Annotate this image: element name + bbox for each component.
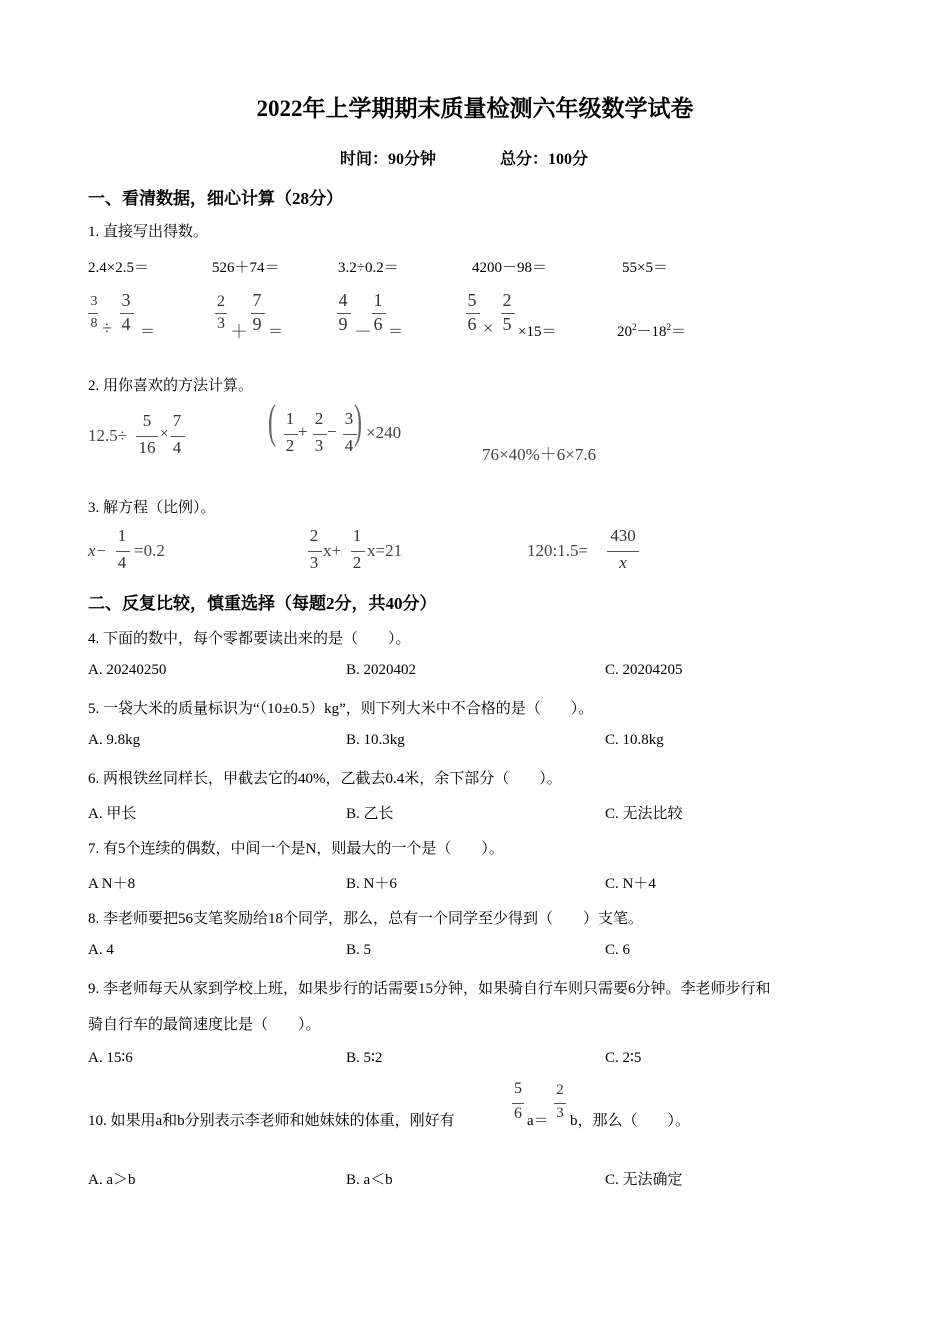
- question-stem: 9. 李老师每天从家到学校上班，如果步行的话需要15分钟，如果骑自行车则只需要6分钟。李老师步行和: [88, 981, 771, 997]
- option-b[interactable]: B. a＜b: [346, 1172, 393, 1188]
- equals: ＝: [140, 324, 156, 340]
- expr-tail: ×15＝: [518, 324, 557, 340]
- option-a[interactable]: A. 甲长: [88, 806, 137, 822]
- q2-stem: 2. 用你喜欢的方法计算。: [88, 378, 254, 394]
- fraction-numerator: 2: [556, 1082, 564, 1098]
- expr-tail: x=21: [367, 541, 403, 560]
- left-paren: (: [267, 395, 276, 448]
- page-title: 2022年上学期期末质量检测六年级数学试卷: [256, 96, 694, 121]
- fraction-bar: [88, 313, 98, 314]
- minus-term: －18: [636, 324, 667, 340]
- fraction-bar: [308, 551, 322, 552]
- fraction-denominator: 8: [90, 316, 98, 331]
- fraction-numerator: 1: [285, 409, 295, 428]
- q1-row2-expr5: [617, 320, 686, 341]
- expr-lead: 120:1.5=: [527, 541, 589, 560]
- power: 2: [632, 322, 637, 332]
- equals: ＝: [268, 324, 284, 340]
- section1-heading: 一、看清数据，细心计算（28分）: [88, 189, 343, 208]
- option-b[interactable]: B. N＋6: [346, 876, 397, 892]
- equals: ＝: [388, 324, 404, 340]
- question-stem: 8. 李老师要把56支笔奖励给18个同学，那么，总有一个同学至少得到（ ）支笔。: [88, 911, 644, 927]
- operator: －: [354, 322, 372, 342]
- option-c[interactable]: C. 无法确定: [605, 1172, 683, 1188]
- fraction-numerator: 2: [309, 526, 319, 545]
- fraction-denominator: 2: [285, 436, 295, 455]
- fraction-denominator: 4: [172, 438, 182, 457]
- option-b[interactable]: B. 5: [346, 942, 372, 958]
- q1-row1-expr2: 526＋74＝: [212, 260, 280, 276]
- fraction-denominator: 9: [338, 314, 348, 334]
- fraction-bar: [554, 1103, 566, 1104]
- question-stem-tail: b，那么（ ）。: [570, 1113, 691, 1129]
- power: 2: [666, 322, 672, 332]
- fraction-numerator: 3: [344, 409, 354, 428]
- fraction-numerator: 2: [217, 293, 225, 310]
- fraction-denominator: 3: [314, 436, 324, 455]
- fraction-bar: [351, 551, 365, 552]
- option-a[interactable]: A. 20240250: [88, 662, 167, 678]
- fraction-numerator: 5: [142, 411, 152, 430]
- fraction-bar: [136, 436, 158, 437]
- fraction-denominator: 4: [117, 553, 127, 572]
- operator: +: [298, 422, 308, 441]
- operator: ×: [160, 426, 169, 442]
- fraction-bar: [313, 434, 327, 435]
- expr-tail: ×240: [366, 423, 402, 442]
- option-c[interactable]: C. 20204205: [605, 662, 683, 678]
- fraction-numerator: 2: [314, 409, 324, 428]
- q1-row1-expr4: 4200－98＝: [472, 260, 548, 276]
- question-stem: 7. 有5个连续的偶数，中间一个是N，则最大的一个是（ ）。: [88, 841, 504, 857]
- question-stem: 10. 如果用a和b分别表示李老师和她妹妹的体重，刚好有: [88, 1113, 455, 1129]
- option-c[interactable]: C. N＋4: [605, 876, 656, 892]
- option-a[interactable]: A. 9.8kg: [88, 732, 141, 748]
- fraction-denominator: x: [619, 553, 627, 572]
- fraction-bar: [284, 434, 298, 435]
- operator: ×: [483, 318, 494, 338]
- option-b[interactable]: B. 5∶2: [346, 1050, 383, 1066]
- option-b[interactable]: B. 乙长: [346, 806, 394, 822]
- option-b[interactable]: B. 2020402: [346, 662, 417, 678]
- question-stem: 6. 两根铁丝同样长，甲截去它的40%，乙截去0.4米，余下部分（ ）。: [88, 771, 562, 787]
- fraction-denominator: 4: [344, 436, 354, 455]
- option-c[interactable]: C. 2∶5: [605, 1050, 642, 1066]
- fraction-numerator: 430: [610, 526, 636, 545]
- fraction-denominator: 9: [252, 314, 262, 334]
- fraction-denominator: 3: [309, 553, 319, 572]
- q3-stem: 3. 解方程（比例）。: [88, 500, 216, 516]
- fraction-denominator: 3: [556, 1105, 564, 1121]
- question-stem: 4. 下面的数中，每个零都要读出来的是（ ）。: [88, 631, 411, 647]
- q2-expr3: 76×40%＋6×7.6: [482, 445, 597, 464]
- fraction-numerator: 2: [502, 290, 512, 310]
- section2-heading: 二、反复比较，慎重选择（每题2分，共40分）: [88, 594, 437, 613]
- right-paren: ): [353, 395, 362, 448]
- fraction-denominator: 16: [138, 438, 156, 457]
- fraction-denominator: 2: [352, 553, 362, 572]
- fraction-bar: [607, 551, 639, 552]
- option-a[interactable]: A. a＞b: [88, 1172, 136, 1188]
- operator: ＋: [230, 322, 248, 342]
- fraction-numerator: 1: [117, 526, 127, 545]
- question-stem: 5. 一袋大米的质量标识为“（10±0.5）kg”，则下列大米中不合格的是（ ）。: [88, 701, 594, 717]
- expr-middle: x+: [323, 541, 342, 560]
- option-c[interactable]: C. 无法比较: [605, 806, 683, 822]
- fraction-denominator: 3: [217, 315, 225, 332]
- fraction-bar: [215, 313, 227, 314]
- expr-lead: 12.5÷: [88, 426, 128, 445]
- fraction-numerator: 7: [172, 411, 182, 430]
- fraction-numerator: 1: [373, 290, 383, 310]
- operator: ÷: [102, 318, 112, 338]
- fraction-numerator: 3: [90, 294, 98, 309]
- fraction-denominator: 6: [467, 314, 477, 334]
- q1-stem: 1. 直接写出得数。: [88, 224, 209, 240]
- q1-row1-expr1: 2.4×2.5＝: [88, 260, 149, 276]
- option-a[interactable]: A. 4: [88, 942, 114, 958]
- fraction-bar: [512, 1103, 524, 1104]
- fraction-numerator: 7: [252, 290, 262, 310]
- option-a[interactable]: A N＋8: [88, 876, 136, 892]
- option-b[interactable]: B. 10.3kg: [346, 732, 405, 748]
- fraction-numerator: 3: [121, 290, 131, 310]
- fraction-numerator: 1: [352, 526, 362, 545]
- exam-total-score: 总分：100分: [500, 151, 589, 168]
- q1-row1-expr5: 55×5＝: [622, 260, 668, 276]
- fraction-numerator: 4: [338, 290, 348, 310]
- fraction-bar: [116, 551, 130, 552]
- q1-row1-expr3: 3.2÷0.2＝: [338, 260, 399, 276]
- question-stem-middle: a＝: [527, 1113, 549, 1129]
- operator: −: [327, 422, 337, 441]
- fraction-bar: [171, 436, 185, 437]
- question-stem-continued: 骑自行车的最简速度比是（ ）。: [88, 1017, 321, 1033]
- option-c[interactable]: C. 6: [605, 942, 631, 958]
- fraction-denominator: 4: [121, 314, 131, 334]
- option-c[interactable]: C. 10.8kg: [605, 732, 664, 748]
- equals: ＝: [671, 324, 687, 340]
- fraction-denominator: 5: [502, 314, 512, 334]
- option-a[interactable]: A. 15∶6: [88, 1050, 133, 1066]
- fraction-numerator: 5: [514, 1080, 522, 1097]
- expr-tail: =0.2: [134, 541, 165, 560]
- base: 20: [617, 324, 632, 340]
- expr-lead: x−: [88, 541, 108, 560]
- fraction-denominator: 6: [514, 1105, 522, 1122]
- fraction-numerator: 5: [467, 290, 477, 310]
- exam-time: 时间：90分钟: [340, 151, 437, 168]
- fraction-denominator: 6: [373, 314, 383, 334]
